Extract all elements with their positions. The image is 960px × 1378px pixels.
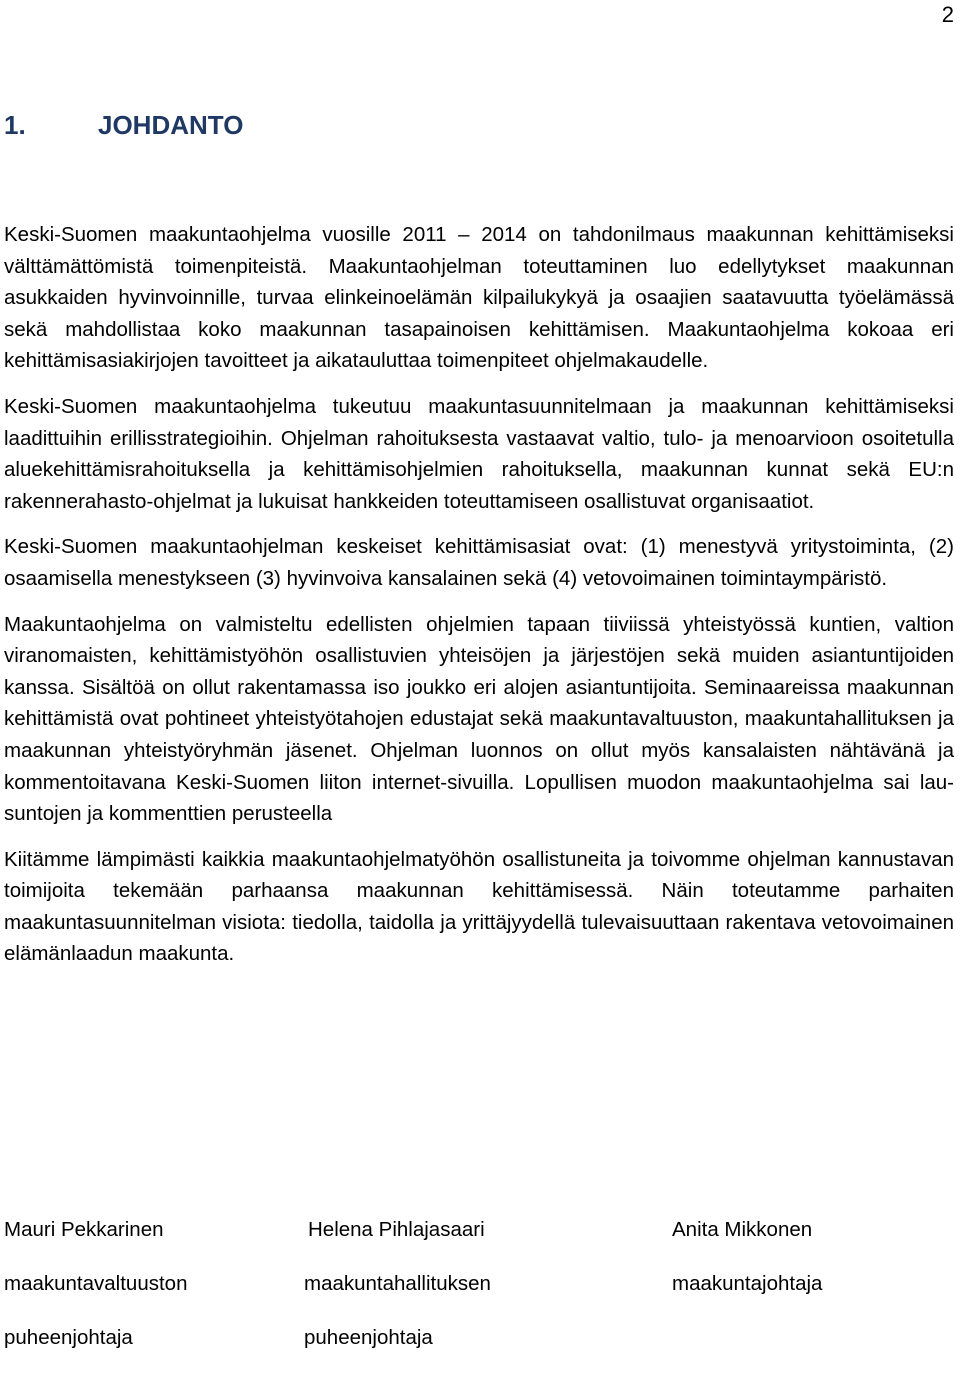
paragraph: Maakuntaohjelma on valmisteltu edellisten ohjelmien tapaan tiiviissä yhteistyössä kuntien, valtion viranomaisten, kehittämistyöhön osallistuvien yhteisöjen ja järjestöjen sekä muiden asiantuntijoiden kanssa. Sisältöä on ollut rakentamassa iso joukko eri alojen asiantuntijoita. Seminaareissa maakunnan kehittämistä ovat pohtineet yhteistyötahojen edustajat sekä maakuntavaltuuston, maakuntahallituksen ja maakunnan yhteistyöryhmän jäsenet. Ohjelman luonnos on ollut myös kansalaisten nähtävänä ja kommentoitavana Keski-Suomen liiton internet-sivuilla. Lopullisen muodon maakuntaohjelma sai lausuntojen ja kommenttien perusteella [4, 612, 954, 826]
paragraph: Kiitämme lämpimästi kaikkia maakuntaohjelmatyöhön osallistuneita ja toivomme ohjelman kannustavan toimijoita tekemään parhaansa maakunnan kehittämisessä. Näin toteutamme parhaiten maakuntasuunnitelman visiota: tiedolla, taidolla ja yrittäjyydellä tulevaisuuttaan rakentava vetovoimainen elämänlaadun maakunta. [4, 847, 954, 966]
paragraph: Keski-Suomen maakuntaohjelma tukeutuu maakuntasuunnitelmaan ja maakunnan kehittämiseksi laadittuihin erillisstrategioihin. Ohjelman rahoituksesta vastaavat valtio, tulo- ja menoarvioon osoitetulla aluekehittämisrahoituksella ja kehittämisohjelmien rahoituksella, maakunnan kunnat sekä EU:n rakennerahasto-ohjelmat ja lukuisat hankkeiden toteuttamiseen osallistuvat organisaatiot. [4, 394, 954, 513]
signatory-roles-continued [4, 1324, 954, 1378]
section-number: 1. [4, 110, 26, 140]
signatory-role: maakuntajohtaja [672, 1272, 823, 1295]
body-text [4, 219, 954, 984]
section-title: JOHDANTO [98, 110, 244, 140]
signature-block [4, 1216, 954, 1378]
signatory-name: Anita Mikkonen [672, 1218, 813, 1241]
signatory-name: Mauri Pekkarinen [4, 1218, 164, 1241]
signatory-role: puheenjohtaja [4, 1326, 133, 1349]
page-number: 2 [941, 2, 954, 27]
section-heading [4, 108, 243, 142]
signatory-names [4, 1216, 954, 1270]
paragraph: Keski-Suomen maakuntaohjelman keskeiset kehittämisasiat ovat: (1) menestyvä yritystoiminta, (2) osaamisella menestykseen (3) hyvinvoiva kansalainen sekä (4) vetovoimainen toimintaympäristö. [4, 535, 954, 590]
signatory-role: maakuntahallituksen [304, 1272, 491, 1295]
signatory-role: maakuntavaltuuston [4, 1272, 188, 1295]
signatory-roles [4, 1270, 954, 1324]
signatory-role [672, 1324, 952, 1378]
paragraph: Keski-Suomen maakuntaohjelma vuosille 2011 – 2014 on tahdonilmaus maakunnan kehittämiseksi välttämättömistä toimenpiteistä. Maakuntaohjelman toteuttaminen luo edellytykset maakunnan asukkaiden hyvinvoinnille, turvaa elinkeinoelämän kilpailukykyä ja osaajien saatavuutta työelämässä sekä mahdollistaa koko maakunnan tasapainoisen kehittämisen. Maakuntaohjelma kokoaa eri kehittämisasiakirjojen tavoitteet ja aikatauluttaa toimenpiteet ohjelmakaudelle. [4, 223, 954, 373]
signatory-role: puheenjohtaja [304, 1326, 433, 1349]
signatory-name: Helena Pihlajasaari [308, 1218, 485, 1241]
